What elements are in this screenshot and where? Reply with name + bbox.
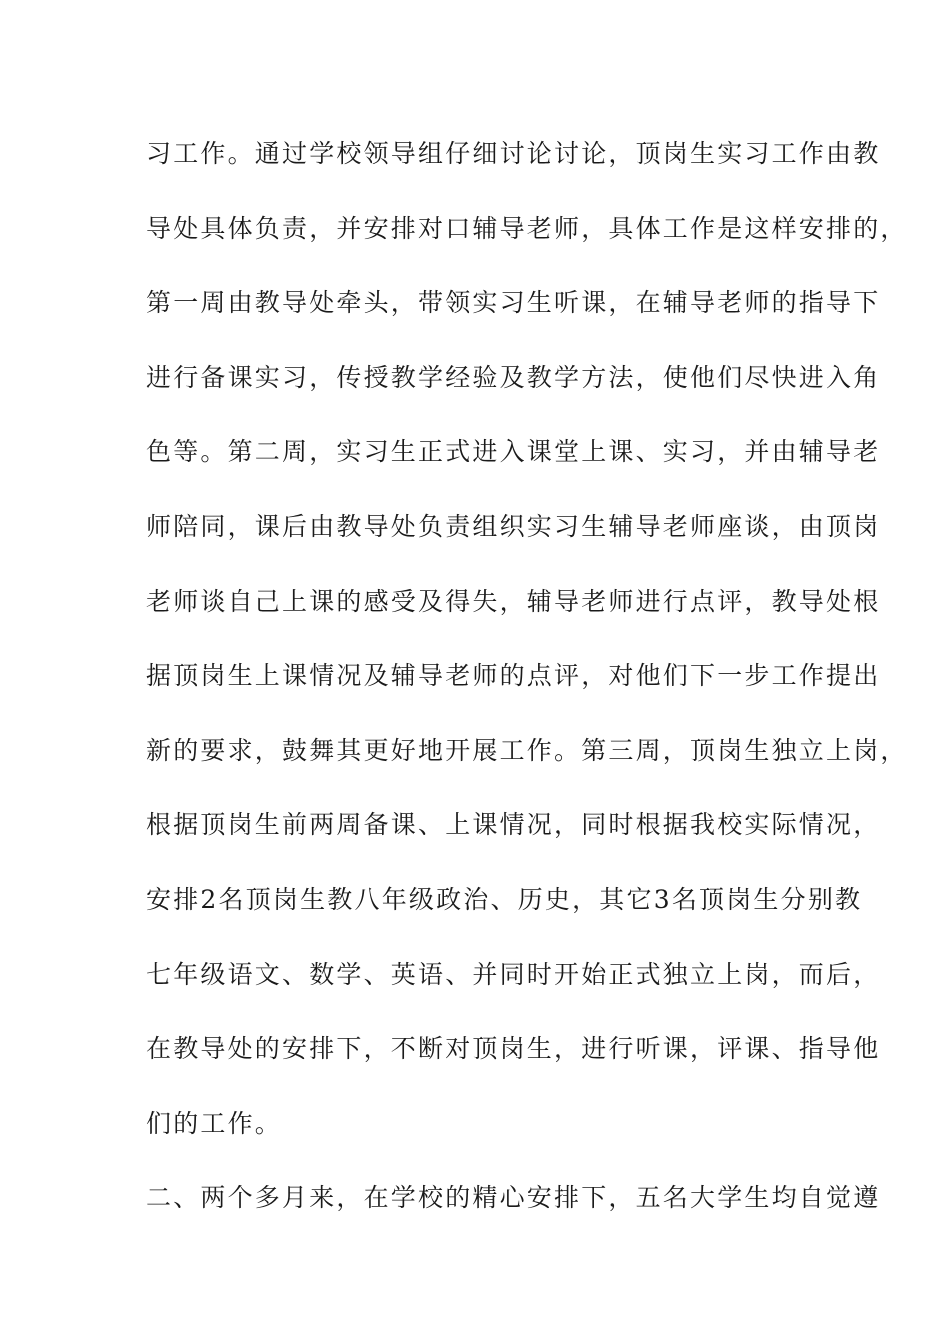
text-line: 老师谈自己上课的感受及得失，辅导老师进行点评，教导处根 — [146, 586, 881, 616]
text-line: 新的要求，鼓舞其更好地开展工作。第三周，顶岗生独立上岗， — [146, 735, 908, 765]
text-line: 师陪同，课后由教导处负责组织实习生辅导老师座谈，由顶岗 — [146, 511, 881, 541]
text-line: 根据顶岗生前两周备课、上课情况，同时根据我校实际情况， — [146, 810, 881, 840]
text-line: 在教导处的安排下，不断对顶岗生，进行听课，评课、指导他 — [146, 1034, 881, 1064]
text-line: 导处具体负责，并安排对口辅导老师，具体工作是这样安排的， — [146, 213, 908, 243]
text-line: 安排2名顶岗生教八年级政治、历史，其它3名顶岗生分别教 — [146, 884, 863, 914]
text-line: 二、两个多月来，在学校的精心安排下，五名大学生均自觉遵 — [146, 1183, 881, 1213]
text-line: 据顶岗生上课情况及辅导老师的点评，对他们下一步工作提出 — [146, 661, 881, 691]
text-line: 第一周由教导处牵头，带领实习生听课，在辅导老师的指导下 — [146, 288, 881, 318]
body-text — [146, 134, 908, 1253]
text-line: 习工作。通过学校领导组仔细讨论讨论，顶岗生实习工作由教 — [146, 139, 881, 168]
text-line: 进行备课实习，传授教学经验及教学方法，使他们尽快进入角 — [146, 362, 881, 392]
text-line: 七年级语文、数学、英语、并同时开始正式独立上岗，而后， — [146, 959, 881, 989]
text-line: 们的工作。 — [146, 1108, 283, 1138]
text-line: 色等。第二周，实习生正式进入课堂上课、实习，并由辅导老 — [146, 437, 881, 467]
